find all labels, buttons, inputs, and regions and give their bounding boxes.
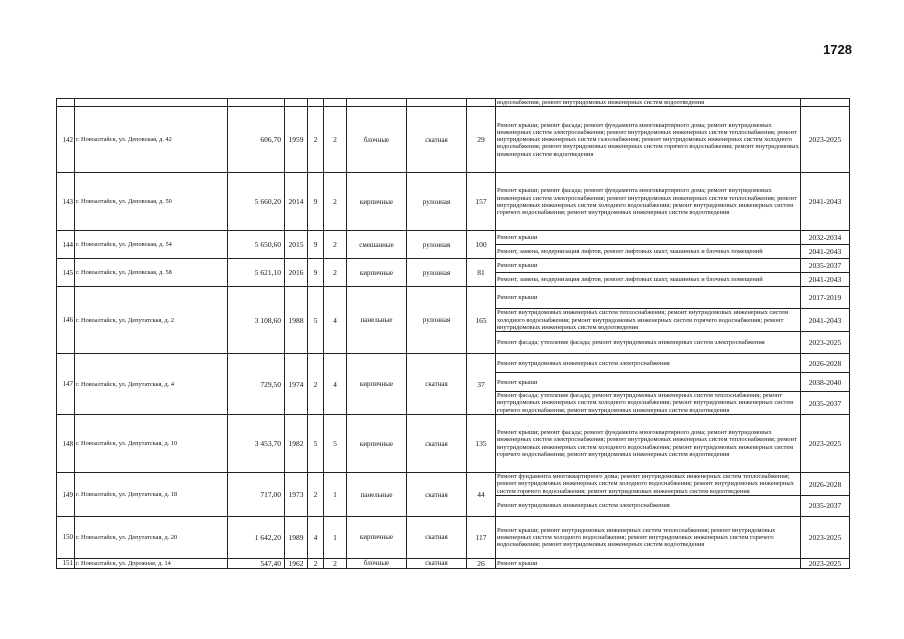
cell-period: 2023-2025 (801, 332, 850, 354)
cell-area: 5 660,20 (228, 173, 285, 231)
cell-address: г. Новоалтайск, ул. Депутатская, д. 2 (75, 287, 228, 354)
cell-floors: 2 (308, 473, 324, 517)
cell-entrances: 2 (324, 558, 347, 568)
cell-area: 5 621,10 (228, 259, 285, 287)
cell-works: Ремонт, замена, модернизация лифтов, ремонт лифтовых шахт, машинных и блочных помещений (496, 273, 801, 287)
cell-row-number: 143 (57, 173, 75, 231)
cell-empty (228, 99, 285, 107)
cell-floors: 9 (308, 173, 324, 231)
table-row (57, 287, 850, 309)
cell-year: 1959 (285, 107, 308, 173)
cell-floors: 9 (308, 231, 324, 259)
table-body (57, 99, 850, 569)
cell-works: Ремонт крыши; ремонт фасада; ремонт фундамента многоквартирного дома; ремонт внутридомовых инженерных систем электроснабжения; ремонт внутридомовых инженерных систем теплоснабжения; ремонт внутридомовых инженерных систем холодного водоснабжения; ремонт внутридомовых инженерных систем горячего водоснабжения; ремонт внутридомовых инженерных систем водоотведения (496, 173, 801, 231)
cell-residents: 117 (467, 516, 496, 558)
cell-row-number: 150 (57, 516, 75, 558)
cell-works: Ремонт фасада; утепление фасада; ремонт внутридомовых инженерных систем теплоснабжения; ремонт внутридомовых инженерных систем холодного водоснабжения; ремонт внутридомовых инженерных систем горячего водоснабжения; ремонт внутридомовых инженерных систем водоотведения (496, 392, 801, 415)
cell-row-number: 151 (57, 558, 75, 568)
cell-year: 1988 (285, 287, 308, 354)
cell-empty (57, 99, 75, 107)
table-row (57, 231, 850, 245)
cell-address: г. Новоалтайск, ул. Дорожная, д. 14 (75, 558, 228, 568)
cell-period: 2041-2043 (801, 273, 850, 287)
cell-period: 2023-2025 (801, 107, 850, 173)
cell-period: 2035-2037 (801, 259, 850, 273)
cell-period: 2026-2028 (801, 473, 850, 496)
cell-empty (324, 99, 347, 107)
cell-works: Ремонт крыши (496, 231, 801, 245)
cell-empty (407, 99, 467, 107)
cell-works: Ремонт, замена, модернизация лифтов, ремонт лифтовых шахт, машинных и блочных помещений (496, 245, 801, 259)
cell-address: г. Новоалтайск, ул. Деповская, д. 42 (75, 107, 228, 173)
table-row (57, 107, 850, 173)
cell-floors: 4 (308, 516, 324, 558)
cell-roof-type: скатная (407, 354, 467, 415)
cell-entrances: 4 (324, 354, 347, 415)
cell-roof-type: рулонная (407, 173, 467, 231)
table-row (57, 173, 850, 231)
cell-entrances: 2 (324, 259, 347, 287)
cell-year: 2014 (285, 173, 308, 231)
cell-period: 2032-2034 (801, 231, 850, 245)
cell-works: Ремонт внутридомовых инженерных систем теплоснабжения; ремонт внутридомовых инженерных систем холодного водоснабжения; ремонт внутридомовых инженерных систем горячего водоснабжения; ремонт внутридомовых инженерных систем водоотведения (496, 309, 801, 332)
table-row (57, 516, 850, 558)
cell-floors: 9 (308, 259, 324, 287)
cell-row-number: 145 (57, 259, 75, 287)
cell-works: Ремонт фасада; утепление фасада; ремонт внутридомовых инженерных систем электроснабжения (496, 332, 801, 354)
cell-year: 1982 (285, 415, 308, 473)
cell-empty (347, 99, 407, 107)
cell-entrances: 5 (324, 415, 347, 473)
page-number: 1728 (823, 42, 852, 57)
cell-wall-material: смешанные (347, 231, 407, 259)
cell-period: 2023-2025 (801, 516, 850, 558)
cell-floors: 5 (308, 415, 324, 473)
cell-entrances: 1 (324, 516, 347, 558)
cell-works: водоснабжения, ремонт внутридомовых инженерных систем водоотведения (496, 99, 801, 107)
cell-period: 2038-2040 (801, 373, 850, 392)
table-row-continuation (57, 99, 850, 107)
cell-wall-material: панельные (347, 287, 407, 354)
cell-wall-material: кирпичные (347, 516, 407, 558)
cell-floors: 2 (308, 558, 324, 568)
cell-wall-material: блочные (347, 107, 407, 173)
cell-address: г. Новоалтайск, ул. Депутатская, д. 18 (75, 473, 228, 517)
cell-works: Ремонт крыши; ремонт фасада; ремонт фундамента многоквартирного дома; ремонт внутридомовых инженерных систем электроснабжения; ремонт внутридомовых инженерных систем теплоснабжения; ремонт внутридомовых инженерных систем газоснабжения; ремонт внутридомовых инженерных систем холодного водоснабжения; ремонт внутридомовых инженерных систем горячего водоснабжения; ремонт внутридомовых инженерных систем водоотведения (496, 107, 801, 173)
cell-works: Ремонт внутридомовых инженерных систем электроснабжения (496, 495, 801, 516)
cell-empty (467, 99, 496, 107)
cell-residents: 165 (467, 287, 496, 354)
cell-row-number: 146 (57, 287, 75, 354)
cell-entrances: 4 (324, 287, 347, 354)
cell-year: 1974 (285, 354, 308, 415)
cell-roof-type: скатная (407, 473, 467, 517)
cell-row-number: 147 (57, 354, 75, 415)
cell-works: Ремонт крыши (496, 287, 801, 309)
table-row (57, 259, 850, 273)
cell-roof-type: рулонная (407, 259, 467, 287)
cell-roof-type: рулонная (407, 231, 467, 259)
table-row (57, 473, 850, 496)
cell-empty (75, 99, 228, 107)
cell-area: 5 650,60 (228, 231, 285, 259)
cell-row-number: 148 (57, 415, 75, 473)
cell-year: 1962 (285, 558, 308, 568)
cell-works: Ремонт фундамента многоквартирного дома; ремонт внутридомовых инженерных систем теплоснабжения; ремонт внутридомовых инженерных систем холодного водоснабжения; ремонт внутридомовых инженерных систем горячего водоснабжения; ремонт внутридомовых инженерных систем водоотведения (496, 473, 801, 496)
cell-empty (801, 99, 850, 107)
cell-address: г. Новоалтайск, ул. Депутатская, д. 4 (75, 354, 228, 415)
cell-entrances: 2 (324, 173, 347, 231)
table-row (57, 415, 850, 473)
table-row (57, 558, 850, 568)
cell-row-number: 144 (57, 231, 75, 259)
cell-entrances: 1 (324, 473, 347, 517)
cell-entrances: 2 (324, 231, 347, 259)
cell-year: 2015 (285, 231, 308, 259)
cell-area: 3 108,60 (228, 287, 285, 354)
repair-program-table-wrapper (56, 98, 842, 569)
cell-wall-material: блочные (347, 558, 407, 568)
cell-row-number: 149 (57, 473, 75, 517)
cell-works: Ремонт внутридомовых инженерных систем электроснабжения (496, 354, 801, 373)
cell-period: 2041-2043 (801, 245, 850, 259)
cell-wall-material: кирпичные (347, 354, 407, 415)
cell-period: 2026-2028 (801, 354, 850, 373)
cell-year: 2016 (285, 259, 308, 287)
cell-empty (308, 99, 324, 107)
cell-area: 547,40 (228, 558, 285, 568)
cell-area: 729,50 (228, 354, 285, 415)
cell-wall-material: панельные (347, 473, 407, 517)
cell-floors: 5 (308, 287, 324, 354)
cell-entrances: 2 (324, 107, 347, 173)
cell-address: г. Новоалтайск, ул. Деповская, д. 54 (75, 231, 228, 259)
cell-area: 1 642,20 (228, 516, 285, 558)
cell-wall-material: кирпичные (347, 415, 407, 473)
cell-address: г. Новоалтайск, ул. Деповская, д. 58 (75, 259, 228, 287)
cell-roof-type: скатная (407, 558, 467, 568)
cell-period: 2023-2025 (801, 415, 850, 473)
cell-roof-type: скатная (407, 415, 467, 473)
cell-wall-material: кирпичные (347, 173, 407, 231)
cell-works: Ремонт крыши (496, 259, 801, 273)
cell-residents: 157 (467, 173, 496, 231)
cell-works: Ремонт крыши (496, 373, 801, 392)
cell-area: 3 453,70 (228, 415, 285, 473)
table-row (57, 354, 850, 373)
cell-residents: 100 (467, 231, 496, 259)
cell-area: 717,00 (228, 473, 285, 517)
cell-period: 2017-2019 (801, 287, 850, 309)
cell-wall-material: кирпичные (347, 259, 407, 287)
cell-residents: 44 (467, 473, 496, 517)
cell-residents: 37 (467, 354, 496, 415)
cell-period: 2035-2037 (801, 392, 850, 415)
cell-roof-type: скатная (407, 516, 467, 558)
cell-row-number: 142 (57, 107, 75, 173)
cell-address: г. Новоалтайск, ул. Депутатская, д. 20 (75, 516, 228, 558)
cell-year: 1989 (285, 516, 308, 558)
cell-roof-type: рулонная (407, 287, 467, 354)
cell-residents: 81 (467, 259, 496, 287)
cell-period: 2041-2043 (801, 309, 850, 332)
cell-address: г. Новоалтайск, ул. Депутатская, д. 10 (75, 415, 228, 473)
cell-floors: 2 (308, 354, 324, 415)
cell-period: 2023-2025 (801, 558, 850, 568)
cell-floors: 2 (308, 107, 324, 173)
cell-residents: 26 (467, 558, 496, 568)
cell-works: Ремонт крыши (496, 558, 801, 568)
cell-period: 2035-2037 (801, 495, 850, 516)
repair-program-table (56, 98, 850, 569)
cell-residents: 29 (467, 107, 496, 173)
cell-address: г. Новоалтайск, ул. Деповская, д. 50 (75, 173, 228, 231)
cell-empty (285, 99, 308, 107)
cell-works: Ремонт крыши; ремонт фасада; ремонт фундамента многоквартирного дома; ремонт внутридомовых инженерных систем электроснабжения; ремонт внутридомовых инженерных систем теплоснабжения; ремонт внутридомовых инженерных систем холодного водоснабжения; ремонт внутридомовых инженерных систем горячего водоснабжения; ремонт внутридомовых инженерных систем водоотведения (496, 415, 801, 473)
cell-roof-type: скатная (407, 107, 467, 173)
cell-period: 2041-2043 (801, 173, 850, 231)
cell-year: 1973 (285, 473, 308, 517)
cell-area: 606,70 (228, 107, 285, 173)
cell-residents: 135 (467, 415, 496, 473)
cell-works: Ремонт крыши; ремонт внутридомовых инженерных систем теплоснабжения; ремонт внутридомовых инженерных систем холодного водоснабжения; ремонт внутридомовых инженерных систем горячего водоснабжения; ремонт внутридомовых инженерных систем водоотведения (496, 516, 801, 558)
